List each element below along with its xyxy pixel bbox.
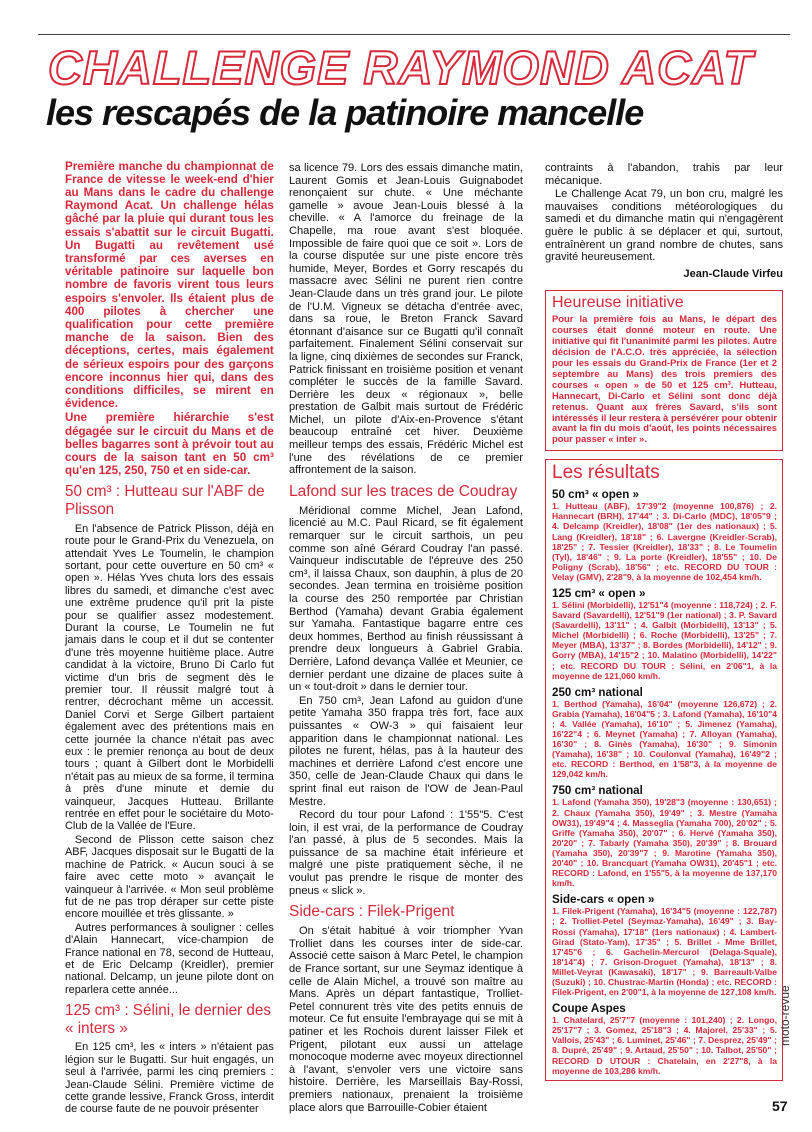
results-category-heading: 125 cm³ « open » — [552, 586, 646, 600]
paragraph: sa licence 79. Lors des essais dimanche matin, Laurent Gomis et Jean-Louis Guignabodet renonçaient sur chute. « Une méchante gamelle » avoue Jean-Louis blessé à la cheville. « A l'amorce du freinage de la Chapelle, ma roue avant s'est bloquée. Impossible de faire quoi que ce soit ». Lors de la course disputée sur une piste encore très humide, Meyer, Bordes et Gorry rescapés du massacre avec Sélini ne purent rien contre Jean-Claude dans un très grand jour. Le pilote de l'U.M. Vigneux se détacha d'entrée avec, dans sa roue, le Breton Franck Savard étonnant d'aisance sur ce Bugatti qu'il connaît parfaitement. Finalement Sélini conservait sur la ligne, cinq dixièmes de secondes sur Franck, Patrick finissant en troisième position et venant compléter le succès de la famille Savard. Derrière les deux « régionaux », belle prestation de Galbit mais surtout de Frédéric Michel, un pilote d'Aix-en-Provence s'étant beaucoup entraîné cet hiver. Deuxième meilleur temps des essais, Frédéric Michel est l'une des révélations de ce premier affrontement de la saison. — [289, 162, 523, 477]
author-byline: Jean-Claude Virfeu — [683, 267, 783, 280]
top-rule — [38, 34, 790, 35]
heading-sidecars: Side-cars : Filek-Prigent — [289, 903, 455, 921]
results-category-heading: 250 cm³ national — [552, 685, 643, 699]
results-category-heading: Coupe Aspes — [552, 1002, 626, 1016]
results-category-text: 1. Filek-Prigent (Yamaha), 16'34"5 (moyenne : 122,787) ; 2. Trolliet-Petel (Seymaz-Yamaha), 16'49" ; 3. Bay-Rossi (Yamaha), 17'18" (1ers nationaux) ; 4. Lambert-Girad (Stato-Yam), 17'35" ; 5. Brillet - Mme Brillet, 17'45"6 ; 6. Gachelin-Mercurol (Delaga-Squale), 18'14"4) ; 7. Grison-Droguet (Yamaha), 18'13" ; 8. Millet-Veyrat (Kawasaki), 18'17" ; 9. Barreault-Valbe (Suzuki) ; 10. Chustrac-Martin (Honda) ; etc. RECORD : Filek-Prigent, en 2'00"1, à la moyenne de 127,108 km/h. — [552, 906, 777, 998]
results-category — [552, 893, 777, 997]
lead-text-2: Une première hiérarchie s'est dégagée sur le circuit du Mans et de belles bagarres sont à prévoir tout au cours de la saison tant en 50 cm³ qu'en 125, 250, 750 et en side-car. — [65, 411, 274, 478]
results-category-heading: 50 cm³ « open » — [552, 488, 639, 502]
results-category-text: 1. Sélini (Morbidelli), 12'51"4 (moyenne : 118,724) ; 2. F. Savard (Savardelli), 12'51"9 (1er national) ; 3. P. Savard (Savardelli), 13'11" ; 4. Galbit (Morbidelli), 13'13" ; 5. Michel (Morbidelli) ; 6. Roche (Morbidelli), 13'25" ; 7. Meyer (MBA), 13'37" ; 8. Bordes (Morbidelli), 14'12" ; 9. Gorry (MBA), 14'15"2 ; 10. Malatino (Morbidelli), 14'22" ; etc. RECORD DU TOUR : Sélini, en 2'06"1, à la moyenne de 121,060 km/h. — [552, 599, 777, 681]
heading-lafond: Lafond sur les traces de Coudray — [289, 482, 518, 500]
headline: CHALLENGE RAYMOND ACAT — [48, 41, 754, 94]
heading-125cc: 125 cm³ : Sélini, le dernier des « inters » — [65, 1002, 271, 1037]
paragraph: Second de Plisson cette saison chez ABF, Jacques disposait sur le Bugatti de la machine de Patrick. « Aucun souci à se faire avec cette moto » avançait le vainqueur à l'arrivée. « Mon seul problème fut de ne pas trop déraper sur cette piste encore mouillée et très glissante. » — [65, 833, 274, 921]
column-2 — [289, 162, 523, 1115]
paragraph: Le Challenge Acat 79, un bon cru, malgré les mauvaises conditions météorologiques du samedi et du dimanche matin qui n'engagèrent guère le public à se déplacer et qui, surtout, entraînèrent un grand nombre de chutes, sans gravité heureusement. — [545, 188, 783, 264]
results-category — [552, 587, 777, 681]
column-1 — [65, 160, 274, 1117]
initiative-text: Pour la première fois au Mans, le départ des courses était donné moteur en route. Une initiative qui fit l'unanimité parmi les pilotes. Autre décision de l'A.C.O. très appréciée, la sélection pour les essais du Grand-Prix de France (1er et 2 septembre au Mans) des trois premiers des courses « open » de 50 et 125 cm³. Hutteau, Hannecart, Di-Carlo et Sélini sont donc déjà retenus. Quant aux frères Savard, s'ils sont intéressés il leur restera à persévérer pour obtenir avant la fin du mois d'août, les points nécessaires pour passer « inter ». — [552, 313, 777, 445]
results-category — [552, 784, 777, 888]
results-category-text: 1. Lafond (Yamaha 350), 19'28"3 (moyenne : 130,651) ; 2. Chaux (Yamaha 350), 19'49" ; 3. Mestre (Yamaha OW31), 19'49"4 ; 4. Masseglia (Yamaha 700), 20'02" ; 5. Griffe (Yamaha 350), 20'07" ; 6. Hervé (Yamaha 350), 20'20" ; 7. Tabarly (Yamaha 350), 20'39" ; 8. Brouard (Yamaha 350), 20'39"7 ; 9. Marotine (Yamaha 350), 20'40" ; 10. Brancquart (Yamaha OW31), 20'45"1 ; etc. RECORD : Lafond, en 1'55"5, à la moyenne de 137,170 km/h. — [552, 797, 777, 889]
heading-50cc: 50 cm³ : Hutteau sur l'ABF de Plisson — [65, 483, 265, 519]
results-category-text: 1. Hutteau (ABF), 17'39"2 (moyenne 100,876) ; 2. Hannecart (BRH), 17'44" ; 3. Di-Carlo (MDC), 18'05"9 ; 4. Delcamp (Kreidler), 18'08" (1er des nationaux) ; 5. Lang (Kreidler), 18'18" ; 6. Lavergne (Kreidler-Scrab), 18'25" ; 7. Tessier (Kreidler), 18'33" ; 8. Le Toumelin (Tyl), 18'46" ; 9. La porte (Kreidler), 18'55" ; 10. De Poligny (Scrab), 18'56" ; etc. RECORD DU TOUR : Velay (GMV), 2'28"9, à la moyenne de 102,454 km/h. — [552, 501, 777, 582]
paragraph: En 750 cm³, Jean Lafond au guidon d'une petite Yamaha 350 frappa très fort, face aux puissantes « OW-3 » qui faisaient leur apparition dans le championnat national. Les pilotes ne furent, hélas, pas à la hauteur des machines et derrière Lafond c'est encore une 350, celle de Jean-Claude Chaux qui dans le sprint final eut raison de l'OW de Jean-Paul Mestre. — [289, 694, 523, 808]
paragraph: On s'était habitué à voir triompher Yvan Trolliet dans les courses inter de side-car. Associé cette saison à Marc Petel, le champion de France sortant, sur une Seymaz identique à celle de Alain Michel, a trouvé son maître au Mans. Après un départ fantastique, Trolliet-Petel connurent très vite des petits ennuis de moteur. Ce fut ensuite l'embrayage qui se mit à patiner et les Rochois durent laisser Filek et Prigent, pilotant eux aussi un attelage monocoque moderne avec moyeux directionnel à l'avant, s'envoler vers une victoire sans histoire. Derrière, les Marseillais Bay-Rossi, premiers nationaux, prenaient la troisième place alors que Barrouille-Cobier étaient — [289, 925, 523, 1114]
subheadline: les rescapés de la patinoire mancelle — [46, 92, 644, 133]
results-title: Les résultats — [552, 462, 660, 484]
paragraph: Méridional comme Michel, Jean Lafond, licencié au M.C. Paul Ricard, se fit également remarquer sur le circuit sarthois, un peu comme son aîné Gérard Coudray l'an passé. Vainqueur indiscutable de l'épreuve des 250 cm³, il laissa Chaux, son dauphin, à plus de 20 secondes. Jean termina en troisième position la course des 250 remportée par Christian Berthod (Yamaha) devant Grabia également sur Yamaha. Fantastique bagarre entre ces deux hommes, Berthod au finish réussissant à prendre deux longueurs à Gabriel Grabia. Derrière, Lafond devança Vallée et Meunier, ce dernier perdant une dizaine de places suite à un « tout-droit » dans le dernier tour. — [289, 504, 523, 694]
results-category-text: 1. Chatelard, 25'7"7 (moyenne : 101,240) ; 2. Longo, 25'17"7 ; 3. Gomez, 25'18"3 ; 4. Majorel, 25'33" ; 5. Vallois, 25'43" ; 6. Luminet, 25'46" ; 7. Desprez, 25'49" ; 8. Dupré, 25'49" ; 9. Artaud, 25'50" ; 10. Talbot, 25'50" ; RECORD D UTOUR : Chatelain, en 2'27"8, à la moyenne de 103,286 km/h. — [552, 1015, 777, 1076]
results-box — [545, 459, 783, 1081]
page-number: 57 — [772, 1098, 788, 1114]
column-3 — [545, 162, 783, 1081]
results-category — [552, 488, 777, 582]
results-category — [552, 1002, 777, 1076]
initiative-box — [545, 290, 783, 451]
lead-text: Première manche du championnat de France de vitesse le week-end d'hier au Mans dans le cadre du challenge Raymond Acat. Un challenge hélas gâché par la pluie qui durant tous les essais s'abattit sur le circuit Bugatti. Un Bugatti au revêtement usé transformé par ces averses en véritable patinoire sur laquelle bon nombre de favoris virent tous leurs espoirs s'envoler. Ils étaient plus de 400 pilotes à chercher une qualification pour cette première manche de la saison. Bien des déceptions, certes, mais également de sérieux espoirs pour des garçons encore inconnus hier qui, dans des conditions difficiles, se mirent en évidence. — [65, 159, 274, 411]
magazine-name: moto-revue — [778, 985, 792, 1046]
paragraph: En 125 cm³, les « inters » n'étaient pas légion sur le Bugatti. Sur huit engagés, un seul à l'arrivée, parmi les cinq premiers : Jean-Claude Sélini. Première victime de cette grande lessive, Franck Gross, interdit de course faute de ne pouvoir présenter — [65, 1041, 274, 1116]
initiative-title: Heureuse initiative — [552, 294, 684, 312]
paragraph: Record du tour pour Lafond : 1'55"5. C'est loin, il est vrai, de la performance de Coudray l'an passé, à plus de 5 secondes. Mais la puissance de sa machine était inférieure et malgré une piste pratiquement sèche, il ne voulut pas prendre le risque de monter des pneus « slick ». — [289, 809, 523, 897]
results-category-text: 1. Berthod (Yamaha), 16'04" (moyenne 126,672) ; 2. Grabia (Yamaha), 16'04"5 ; 3. Lafond (Yamaha), 16'10"4 ; 4. Vallée (Yamaha), 16'10" ; 5. Jimenez (Yamaha), 16'22"4 ; 6. Meynet (Yamaha) ; 7. Alloyan (Yamaha), 16'30" ; 8. Ginès (Yamaha), 16'30" ; 9. Simonin (Yamaha), 16'38" ; 10. Coulonval (Yamaha), 16'49"2 ; etc. RECORD : Berthod, en 1'58"3, à la moyenne de 129,042 km/h. — [552, 698, 777, 780]
results-category-heading: Side-cars « open » — [552, 893, 655, 907]
paragraph: contraints à l'abandon, trahis par leur mécanique. — [545, 162, 783, 187]
results-category — [552, 686, 777, 780]
lead-paragraph — [65, 160, 274, 478]
paragraph: Autres performances à souligner : celles d'Alain Hannecart, vice-champion de France national en 78, second de Hutteau, et de Eric Delcamp (Kreidler), premier national. Delcamp, un jeune pilote dont on reparlera cette année... — [65, 921, 274, 996]
paragraph: En l'absence de Patrick Plisson, déjà en route pour le Grand-Prix du Venezuela, on attendait Yves Le Toumelin, le champion sortant, pour cette ouverture en 50 cm³ « open ». Hélas Yves chuta lors des essais libres du samedi, et dimanche c'est avec une extrême prudence qu'il prit la piste pour se qualifier assez modestement. Durant la course, Le Toumelin ne fut jamais dans le coup et il dut se contenter d'une très moyenne huitième place. Autre candidat à la victoire, Bruno Di Carlo fut victime d'un bris de segment dès le premier tour. Il réussit malgré tout à rentrer, décrochant même un accessit. Daniel Corvi et Serge Gilbert partaient également avec des prétentions mais en cette journée la chance n'était pas avec eux : le premier renonça au bout de deux tours ; quant à Gilbert dont le Morbidelli n'était pas au mieux de sa forme, il termina à près d'une minute et demie du vainqueur, Jacques Hutteau. Brillante rentrée en effet pour le sociétaire du Moto-Club de la Vallée de l'Eure. — [65, 522, 274, 833]
results-category-heading: 750 cm³ national — [552, 784, 643, 798]
